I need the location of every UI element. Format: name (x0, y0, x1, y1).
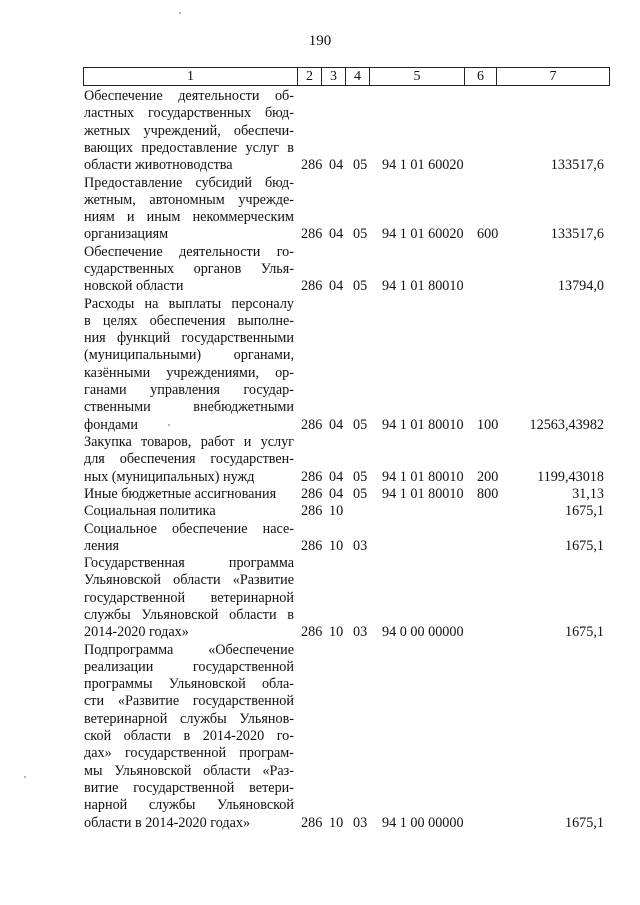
description-line: мы Ульяновской области «Раз- (84, 762, 294, 779)
column-header-7: 7 (497, 68, 610, 86)
ministry-code: 286 (301, 226, 323, 243)
description-line: государственной ветеринарной (84, 589, 294, 606)
description-line: Государственная программа (84, 555, 294, 572)
section-code: 10 (329, 624, 344, 641)
description-line: Предоставление субсидий бюд- (84, 174, 294, 191)
description-line: в целях обеспечения выполне- (84, 312, 294, 329)
section-code: 10 (329, 503, 344, 520)
amount: 1675,1 (564, 624, 604, 641)
ministry-code: 286 (301, 416, 323, 433)
page-number: 190 (308, 33, 332, 49)
scan-speck (24, 776, 26, 778)
description-line: вающих предоставление услуг в (84, 139, 294, 156)
row-description (84, 244, 294, 296)
section-code: 04 (329, 468, 344, 485)
description-line: ластных государственных бюд- (84, 105, 294, 122)
section-code: 04 (329, 226, 344, 243)
description-line: для обеспечения государствен- (84, 451, 294, 468)
row-description (84, 642, 294, 832)
column-header-2: 2 (298, 68, 322, 86)
subsection-code: 05 (353, 226, 368, 243)
column-header-3: 3 (322, 68, 346, 86)
row-description (84, 175, 294, 244)
ministry-code: 286 (301, 624, 323, 641)
target-article: 94 1 01 80010 (382, 278, 464, 295)
column-header-4: 4 (346, 68, 370, 86)
row-description (84, 555, 294, 641)
column-header-5: 5 (370, 68, 465, 86)
amount: 31,13 (572, 485, 604, 502)
table-row (0, 175, 640, 244)
amount: 133517,6 (550, 157, 604, 174)
ministry-code: 286 (301, 485, 323, 502)
description-line: ветеринарной службы Ульянов- (84, 710, 294, 727)
description-line: Социальная политика (84, 503, 216, 520)
expense-type: 800 (477, 485, 499, 502)
column-header-1: 1 (84, 68, 298, 86)
table-header (83, 67, 610, 86)
row-description (84, 486, 294, 503)
description-line: ния функций государственными (84, 330, 294, 347)
table-row (0, 434, 640, 486)
section-code: 10 (329, 814, 344, 831)
description-line: (муниципальными) органами, (84, 347, 294, 364)
description-line: службы Ульяновской области в (84, 606, 294, 623)
description-line: Расходы на выплаты персоналу (84, 295, 294, 312)
description-line: ской области в 2014-2020 го- (84, 728, 294, 745)
amount: 1675,1 (564, 503, 604, 520)
description-line: витие государственной ветери- (84, 779, 294, 796)
description-line: Социальное обеспечение насе- (84, 520, 294, 537)
description-line: реализации государственной (84, 658, 294, 675)
description-line: фондами (84, 416, 138, 433)
table-row (0, 88, 640, 175)
description-line: 2014-2020 годах» (84, 624, 189, 641)
row-description (84, 503, 294, 520)
subsection-code: 05 (353, 485, 368, 502)
description-line: ственными внебюджетными (84, 399, 294, 416)
section-code: 04 (329, 485, 344, 502)
target-article: 94 1 01 60020 (382, 157, 464, 174)
target-article: 94 1 01 80010 (382, 485, 464, 502)
description-line: сударственных органов Улья- (84, 260, 294, 277)
description-line: ганами управления государ- (84, 382, 294, 399)
description-line: организациям (84, 226, 169, 243)
ministry-code: 286 (301, 157, 323, 174)
amount: 13794,0 (557, 278, 604, 295)
description-line: Обеспечение деятельности об- (84, 88, 294, 104)
description-line: Иные бюджетные ассигнования (84, 485, 277, 502)
description-line: ления (84, 537, 120, 554)
description-line: новской области (84, 278, 184, 295)
row-description (84, 521, 294, 556)
amount: 133517,6 (550, 226, 604, 243)
section-code: 10 (329, 537, 344, 554)
row-description (84, 434, 294, 486)
target-article: 94 1 01 80010 (382, 468, 464, 485)
description-line: жетным, автономным учрежде- (84, 191, 294, 208)
table-row (0, 555, 640, 642)
description-line: области в 2014-2020 годах» (84, 814, 251, 831)
description-line: ных (муниципальных) нужд (84, 468, 255, 485)
section-code: 04 (329, 157, 344, 174)
subsection-code: 05 (353, 416, 368, 433)
expense-type: 100 (477, 416, 499, 433)
ministry-code: 286 (301, 278, 323, 295)
subsection-code: 03 (353, 624, 368, 641)
description-line: казёнными учреждениями, ор- (84, 364, 294, 381)
table-row (0, 521, 640, 556)
target-article: 94 1 01 80010 (382, 416, 464, 433)
subsection-code: 03 (353, 814, 368, 831)
column-header-6: 6 (465, 68, 497, 86)
description-line: Закупка товаров, работ и услуг (84, 434, 294, 450)
table-row (0, 503, 640, 520)
amount: 12563,43982 (529, 416, 604, 433)
ministry-code: 286 (301, 468, 323, 485)
section-code: 04 (329, 416, 344, 433)
ministry-code: 286 (301, 814, 323, 831)
description-line: Подпрограмма «Обеспечение (84, 641, 294, 658)
row-description (84, 296, 294, 434)
target-article: 94 0 00 00000 (382, 624, 464, 641)
subsection-code: 05 (353, 157, 368, 174)
table-row (0, 244, 640, 296)
table-row (0, 642, 640, 832)
expense-type: 200 (477, 468, 499, 485)
subsection-code: 05 (353, 278, 368, 295)
expense-type: 600 (477, 226, 499, 243)
amount: 1675,1 (564, 814, 604, 831)
target-article: 94 1 00 00000 (382, 814, 464, 831)
description-line: дах» государственной програм- (84, 745, 294, 762)
ministry-code: 286 (301, 537, 323, 554)
description-line: программы Ульяновской обла- (84, 676, 294, 693)
row-description (84, 88, 294, 174)
amount: 1199,43018 (537, 468, 604, 485)
description-line: области животноводства (84, 157, 233, 174)
subsection-code: 03 (353, 537, 368, 554)
scan-speck (168, 424, 170, 426)
table-row (0, 296, 640, 434)
description-line: жетных учреждений, обеспечи- (84, 122, 294, 139)
description-line: нарной службы Ульяновской (84, 797, 294, 814)
description-line: сти «Развитие государственной (84, 693, 294, 710)
target-article: 94 1 01 60020 (382, 226, 464, 243)
description-line: ниям и иным некоммерческим (84, 209, 294, 226)
amount: 1675,1 (564, 537, 604, 554)
scan-speck (179, 12, 181, 14)
description-line: Ульяновской области «Развитие (84, 572, 294, 589)
section-code: 04 (329, 278, 344, 295)
ministry-code: 286 (301, 503, 323, 520)
description-line: Обеспечение деятельности го- (84, 243, 294, 260)
table-row (0, 486, 640, 503)
subsection-code: 05 (353, 468, 368, 485)
